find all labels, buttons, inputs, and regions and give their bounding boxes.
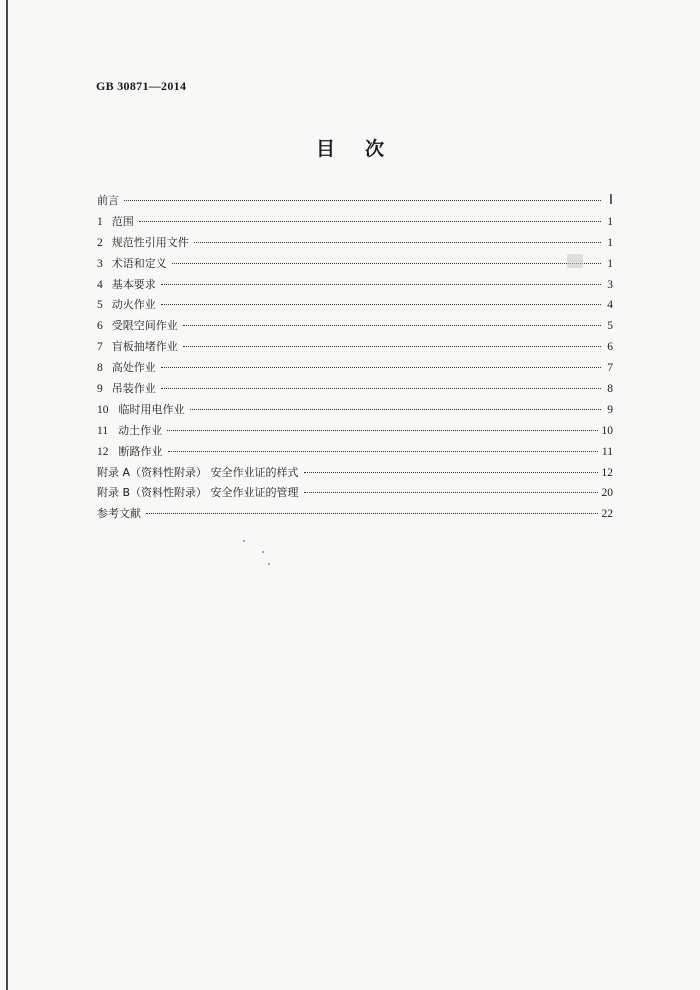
toc-entry[interactable]: [97, 213, 613, 234]
toc-entry-number: 2: [97, 236, 103, 249]
page-title: [0, 134, 700, 161]
toc-entry[interactable]: [97, 192, 613, 213]
toc-entry-label: 断路作业: [118, 444, 163, 458]
toc-entry-label: 动土作业: [118, 423, 163, 437]
toc-entry-label: 盲板抽堵作业: [111, 340, 178, 354]
toc-leader-dots: [161, 367, 601, 368]
toc-entry-label: 吊装作业: [111, 382, 156, 396]
table-of-contents: [97, 192, 613, 526]
scan-speck: [262, 551, 264, 553]
toc-entry[interactable]: [97, 464, 613, 485]
toc-entry-page: 6: [607, 341, 613, 354]
title-char-2: 次: [365, 138, 385, 160]
toc-entry[interactable]: [97, 484, 613, 505]
toc-entry-page: 7: [607, 362, 613, 375]
toc-entry[interactable]: [97, 359, 613, 380]
toc-entry-number: 9: [97, 383, 103, 396]
toc-entry-number: 5: [97, 299, 103, 312]
toc-entry-number: 4: [97, 278, 103, 291]
standard-code: GB 30871—2014: [96, 79, 187, 93]
toc-entry-label: 基本要求: [111, 277, 156, 291]
toc-entry-number: 10: [97, 403, 109, 416]
toc-entry-number: 1: [97, 215, 103, 228]
scan-speck: [268, 563, 270, 565]
toc-entry-label: 附录 A（资料性附录） 安全作业证的样式: [97, 465, 299, 479]
toc-leader-dots: [146, 513, 598, 514]
toc-entry-page: 11: [601, 445, 613, 458]
toc-entry-label: 参考文献: [97, 507, 141, 521]
toc-entry[interactable]: [97, 317, 613, 338]
toc-entry[interactable]: [97, 505, 613, 526]
toc-entry-number: 3: [97, 257, 103, 270]
toc-leader-dots: [168, 451, 598, 452]
toc-leader-dots: [194, 242, 601, 243]
toc-entry-number: 6: [97, 320, 103, 333]
toc-entry-number: 12: [97, 445, 109, 458]
toc-leader-dots: [304, 492, 598, 493]
toc-entry[interactable]: [97, 255, 613, 276]
toc-entry[interactable]: [97, 422, 613, 443]
toc-entry-page: 8: [607, 383, 613, 396]
toc-leader-dots: [183, 346, 601, 347]
toc-leader-dots: [304, 472, 598, 473]
toc-entry-page: 22: [601, 508, 613, 521]
toc-entry-label: 前言: [97, 194, 119, 207]
toc-leader-dots: [139, 221, 601, 222]
toc-entry-label: 附录 B（资料性附录） 安全作业证的管理: [97, 486, 299, 500]
toc-entry[interactable]: [97, 401, 613, 422]
toc-entry[interactable]: [97, 338, 613, 359]
toc-entry-page: 1: [607, 236, 613, 249]
toc-entry-label: 动火作业: [111, 298, 156, 312]
scan-speck: [243, 540, 245, 542]
toc-entry-page: 4: [607, 299, 613, 312]
toc-entry-page: 12: [601, 466, 613, 479]
toc-leader-dots: [190, 409, 602, 410]
toc-entry[interactable]: [97, 234, 613, 255]
toc-entry-page: 1: [607, 257, 613, 270]
toc-entry[interactable]: [97, 276, 613, 297]
toc-entry-page: 9: [607, 403, 613, 416]
toc-leader-dots: [124, 200, 601, 201]
toc-entry-number: 11: [97, 424, 109, 437]
title-char-1: 目: [315, 138, 335, 160]
toc-leader-dots: [167, 430, 597, 431]
toc-entry-label: 范围: [111, 214, 134, 228]
toc-entry[interactable]: [97, 296, 613, 317]
toc-entry-page: 20: [601, 487, 613, 500]
toc-leader-dots: [183, 325, 601, 326]
toc-entry-number: 8: [97, 362, 103, 375]
toc-entry-number: 7: [97, 341, 103, 354]
toc-leader-dots: [161, 304, 601, 305]
toc-entry-page: Ⅰ: [608, 193, 613, 208]
toc-leader-dots: [161, 284, 601, 285]
toc-entry-label: 高处作业: [111, 361, 156, 375]
toc-entry-label: 临时用电作业: [118, 402, 185, 416]
toc-entry-page: 3: [607, 278, 613, 291]
scan-smudge: [567, 254, 583, 268]
toc-entry-label: 规范性引用文件: [111, 235, 189, 249]
toc-entry[interactable]: [97, 380, 613, 401]
toc-entry-page: 1: [607, 215, 613, 228]
toc-entry-label: 术语和定义: [111, 256, 167, 270]
toc-entry-label: 受限空间作业: [111, 319, 178, 333]
toc-entry[interactable]: [97, 443, 613, 464]
toc-leader-dots: [172, 263, 601, 264]
toc-leader-dots: [161, 388, 601, 389]
toc-entry-page: 10: [601, 424, 613, 437]
toc-entry-page: 5: [607, 320, 613, 333]
